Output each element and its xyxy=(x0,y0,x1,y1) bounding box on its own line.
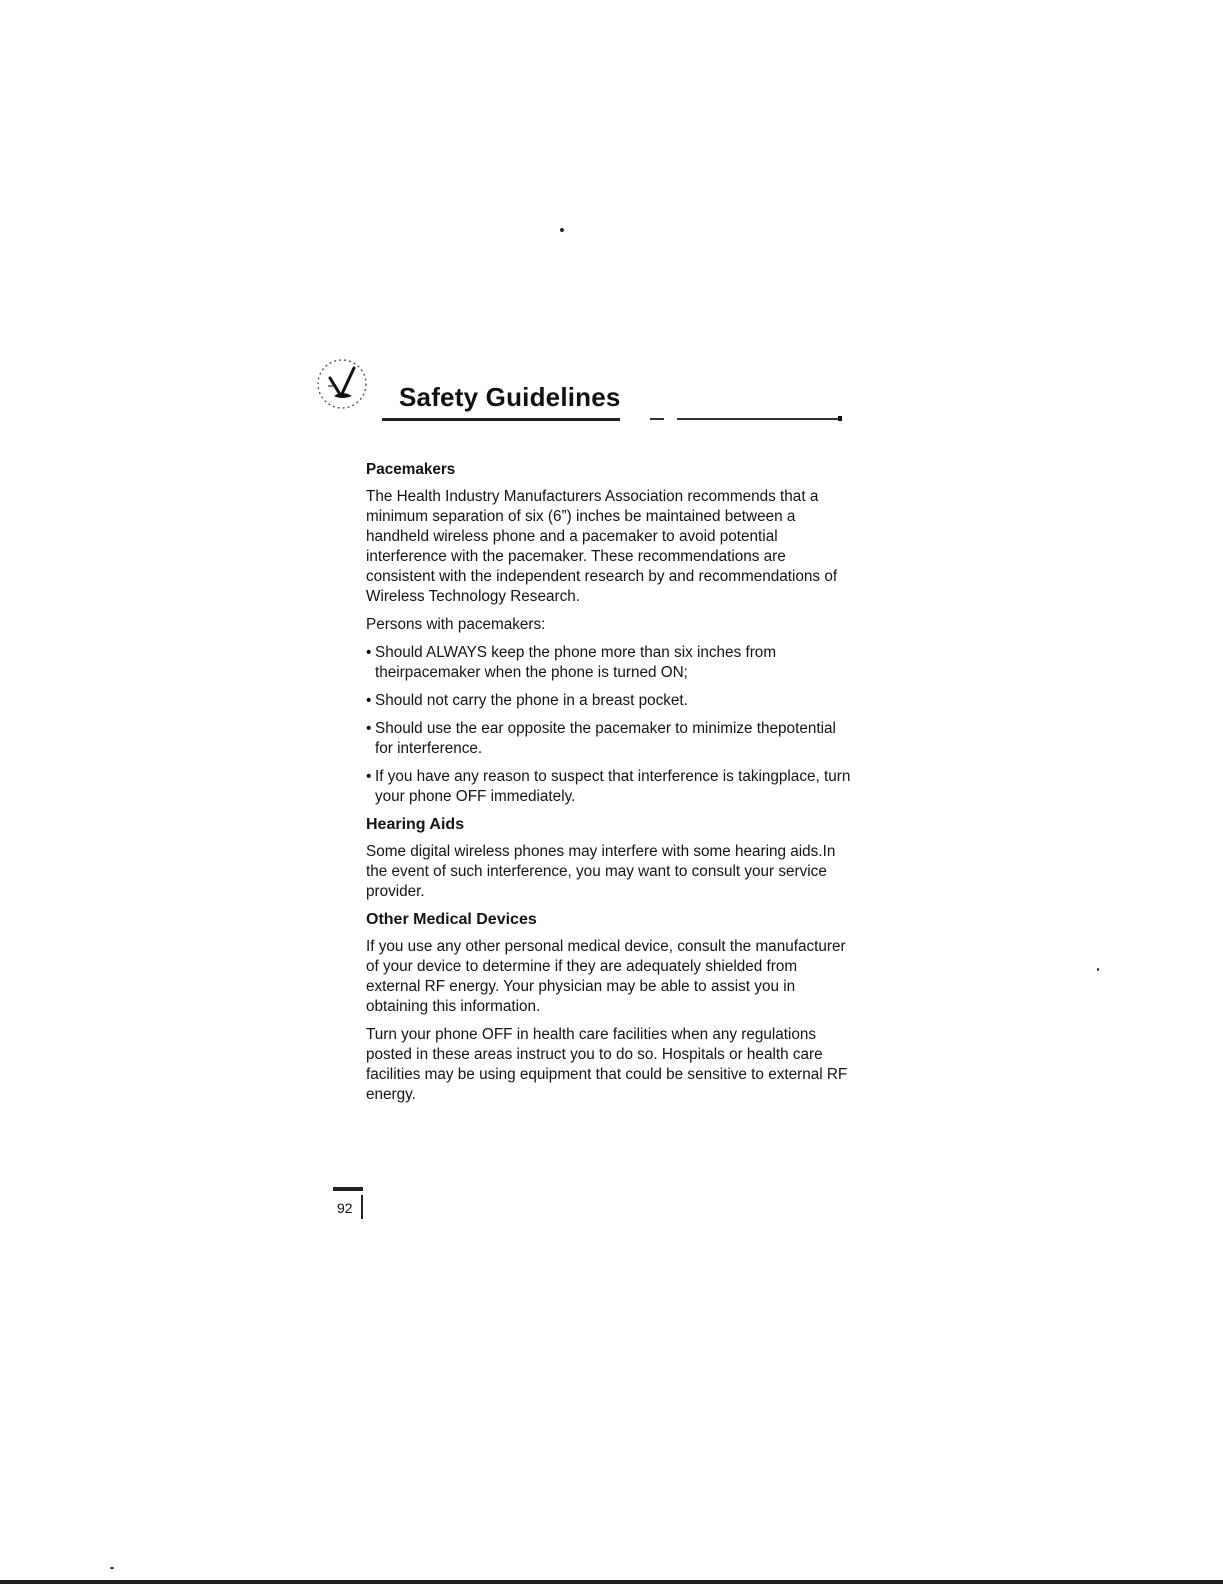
page-title: Safety Guidelines xyxy=(399,382,621,412)
section-hearing-aids xyxy=(366,815,852,902)
scan-bottom-edge xyxy=(0,1580,1223,1584)
page-number-divider xyxy=(361,1195,363,1219)
paragraph: Some digital wireless phones may interfere with some hearing aids.In the event of such interference, you may want to consult your service provider. xyxy=(366,843,836,900)
paragraph: Persons with pacemakers: xyxy=(366,616,546,633)
header-rule-end xyxy=(838,416,842,421)
page-body xyxy=(366,460,852,1113)
page-number: 92 xyxy=(337,1200,353,1216)
paragraph: The Health Industry Manufacturers Association recommends that a minimum separation of six (6”) inches be maintained between a handheld wireless phone and a pacemaker to avoid potential interference with the pacemaker. These recommendations are consistent with the independent research by and recommendations of Wireless Technology Research. xyxy=(366,488,838,605)
section-heading: Hearing Aids xyxy=(366,816,465,833)
page-number-block xyxy=(333,1187,373,1227)
header-rule xyxy=(677,418,839,420)
header-rule xyxy=(382,418,620,421)
safety-check-icon xyxy=(312,352,376,412)
bullet-list xyxy=(366,643,852,807)
paragraph: Turn your phone OFF in health care facilities when any regulations posted in these areas instruct you to do so. Hospitals or health care facilities may be using equipment that could be sensitive to external RF energy. xyxy=(366,1026,848,1103)
list-item: • Should ALWAYS keep the phone more than six inches from theirpacemaker when the phone is turned ON; xyxy=(366,643,852,683)
header-rule xyxy=(650,418,664,420)
paragraph: If you use any other personal medical device, consult the manufacturer of your device to determine if they are adequately shielded from external RF energy. Your physician may be able to assist you in obtaining this information. xyxy=(366,938,846,1015)
scan-speck xyxy=(110,1567,114,1569)
list-item: • Should use the ear opposite the pacemaker to minimize thepotential for interference. xyxy=(366,719,852,759)
section-heading: Pacemakers xyxy=(366,461,456,478)
section-pacemakers xyxy=(366,460,852,807)
scan-speck xyxy=(1097,968,1099,971)
list-item: • If you have any reason to suspect that interference is takingplace, turn your phone OFF immediately. xyxy=(366,767,852,807)
scan-speck xyxy=(560,228,564,232)
section-heading: Other Medical Devices xyxy=(366,911,537,928)
section-other-medical-devices xyxy=(366,910,852,1105)
list-item: • Should not carry the phone in a breast pocket. xyxy=(366,691,852,711)
page-number-bar xyxy=(333,1187,363,1191)
page-header xyxy=(312,352,852,432)
